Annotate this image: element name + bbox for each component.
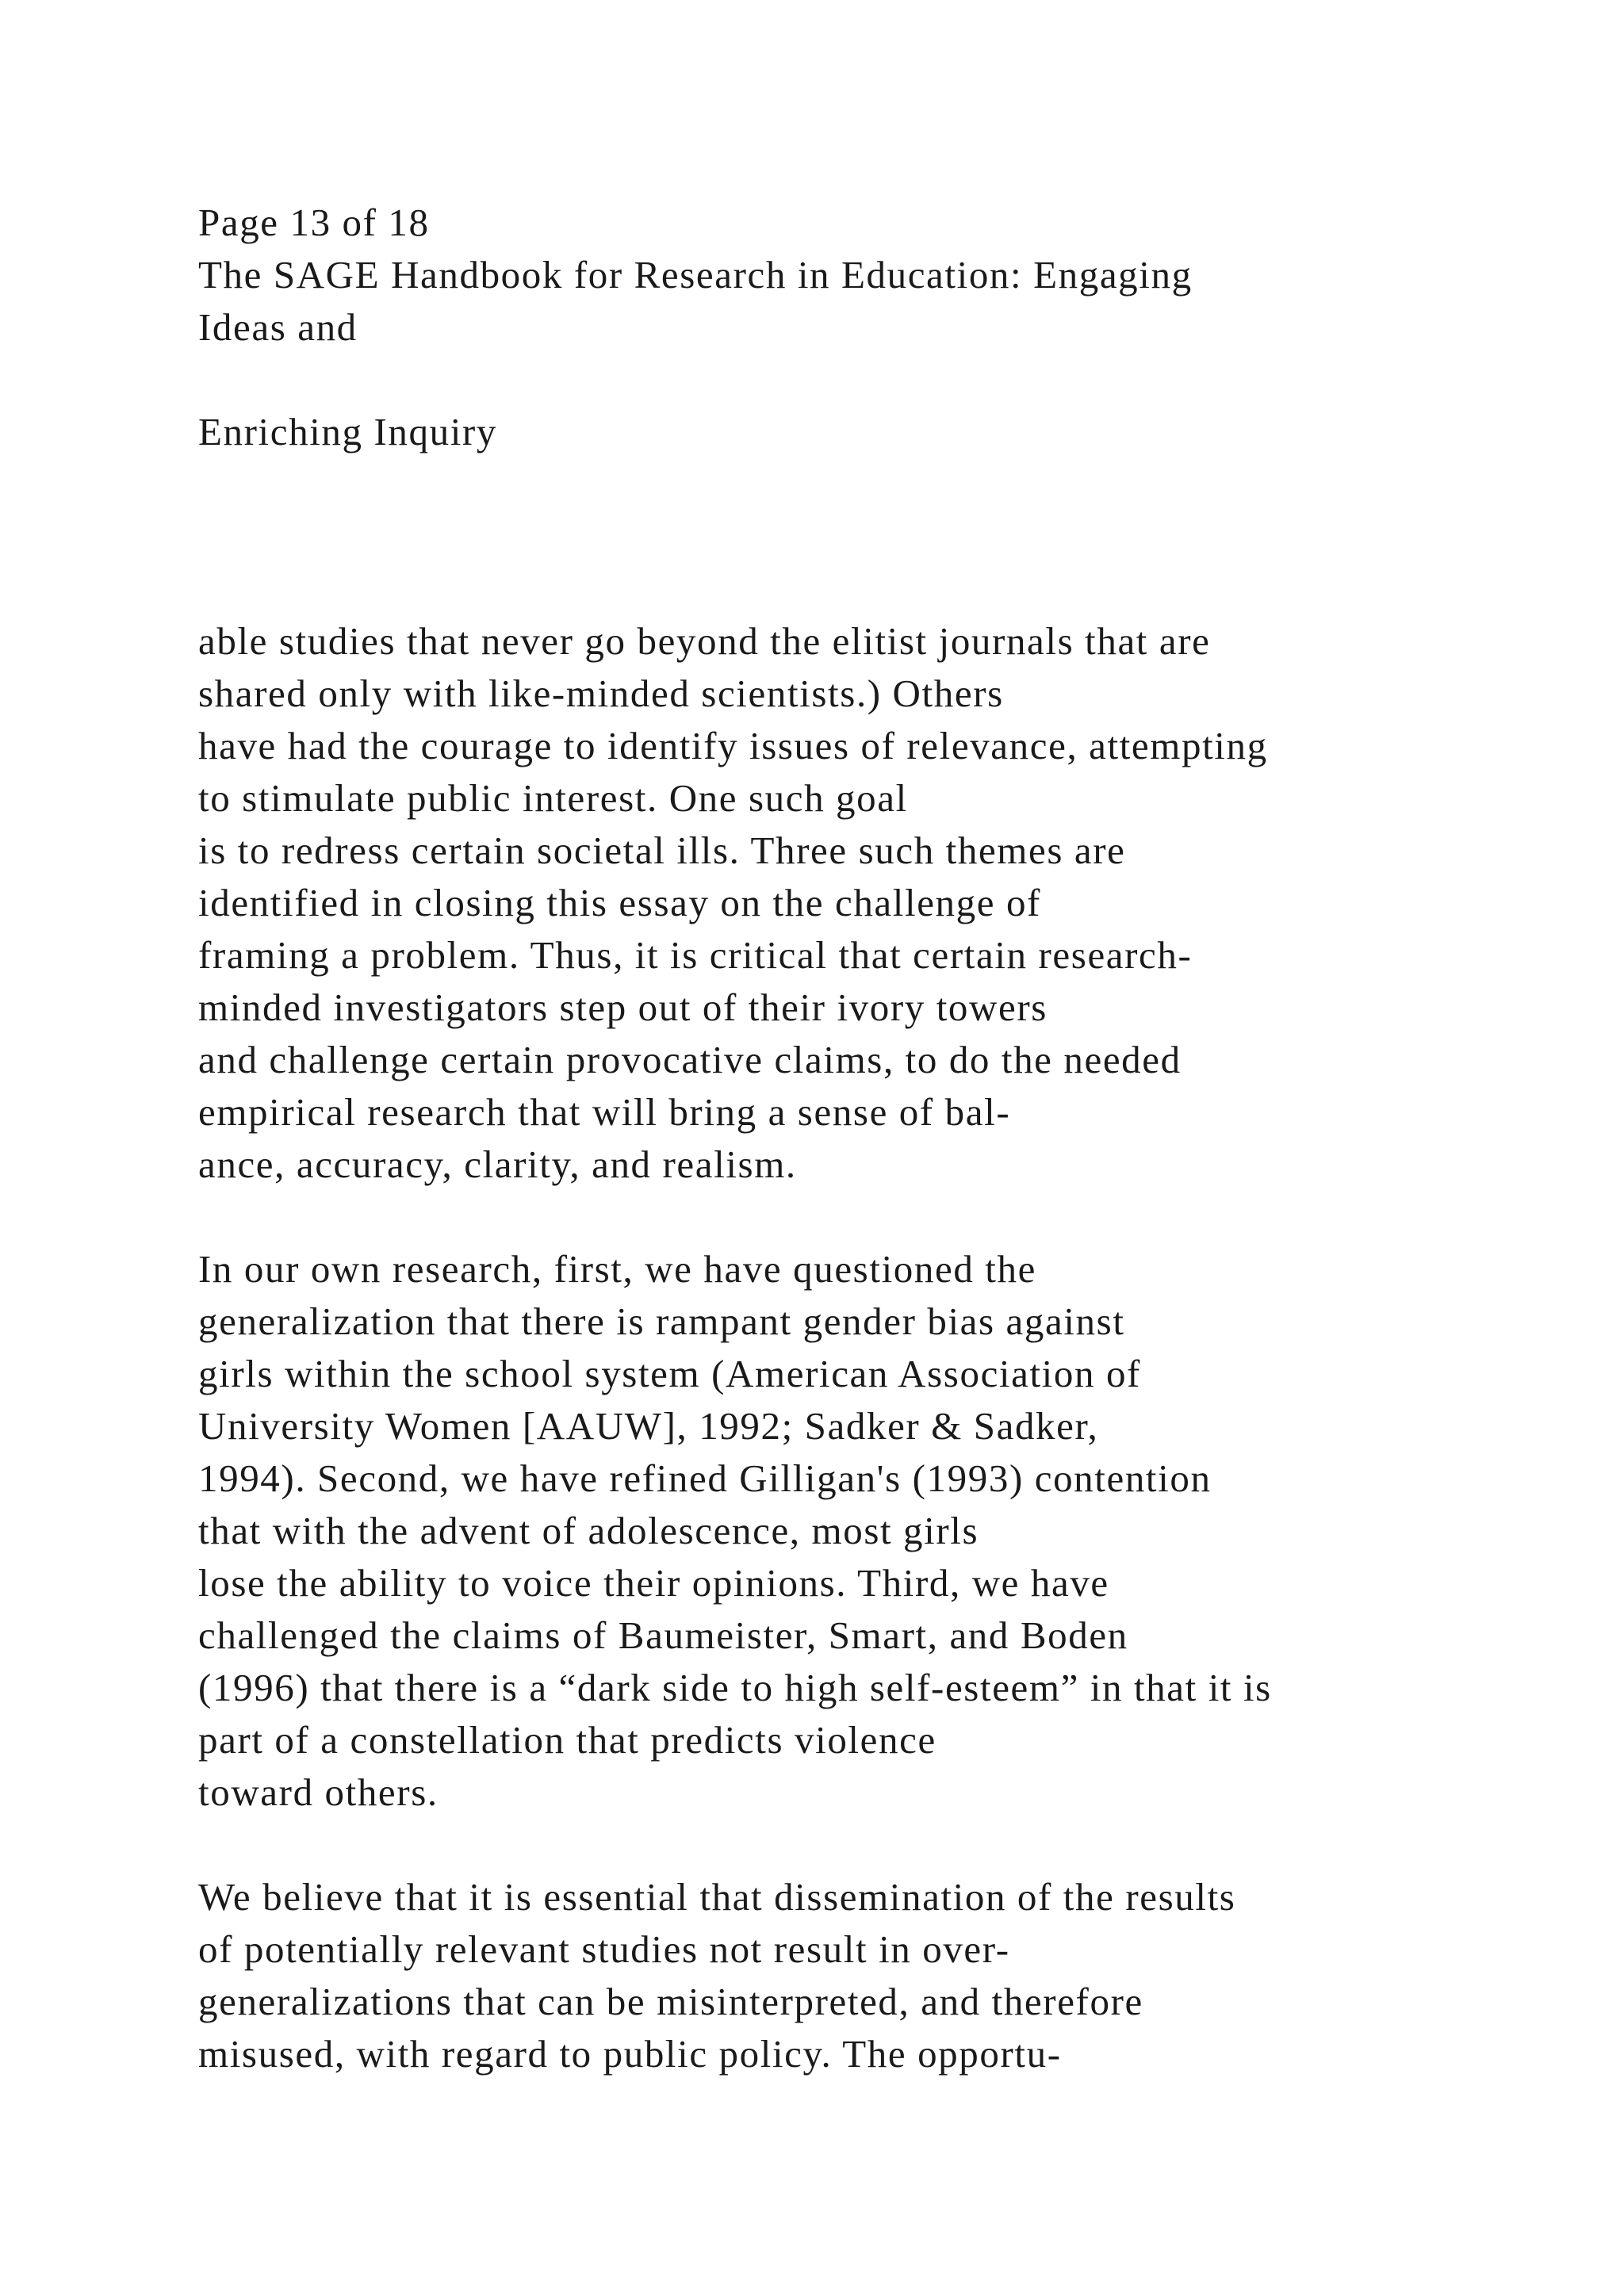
paragraph-2-line-3: girls within the school system (American Association of	[198, 1352, 1141, 1395]
page-number: Page 13 of 18	[198, 201, 430, 244]
paragraph-1-line-9: and challenge certain provocative claims, to do the needed	[198, 1038, 1182, 1081]
paragraph-2-line-8: challenged the claims of Baumeister, Smart, and Boden	[198, 1613, 1128, 1657]
paragraph-2-line-2: generalization that there is rampant gender bias against	[198, 1299, 1125, 1343]
paragraph-2-line-10: part of a constellation that predicts violence	[198, 1718, 936, 1762]
paragraph-3-line-4: misused, with regard to public policy. The opportu-	[198, 2032, 1062, 2076]
book-title-line-1: The SAGE Handbook for Research in Education: Engaging	[198, 253, 1193, 297]
book-title-line-3: Enriching Inquiry	[198, 410, 497, 453]
paragraph-2-line-1: In our own research, first, we have questioned the	[198, 1247, 1036, 1291]
paragraph-1-line-1: able studies that never go beyond the elitist journals that are	[198, 619, 1211, 663]
paragraph-2-line-11: toward others.	[198, 1770, 439, 1814]
paragraph-1-line-7: framing a problem. Thus, it is critical that certain research-	[198, 933, 1193, 977]
paragraph-1-line-4: to stimulate public interest. One such goal	[198, 776, 908, 820]
paragraph-1-line-8: minded investigators step out of their ivory towers	[198, 985, 1048, 1029]
paragraph-3-line-3: generalizations that can be misinterpreted, and therefore	[198, 1980, 1143, 2023]
paragraph-2-line-9: (1996) that there is a “dark side to high self-esteem” in that it is	[198, 1666, 1272, 1709]
book-title-line-2: Ideas and	[198, 305, 358, 349]
paragraph-1-line-6: identified in closing this essay on the challenge of	[198, 881, 1041, 924]
paragraph-3-line-2: of potentially relevant studies not result in over-	[198, 1927, 1010, 1971]
paragraph-2-line-7: lose the ability to voice their opinions. Third, we have	[198, 1561, 1109, 1605]
paragraph-1-line-10: empirical research that will bring a sense of bal-	[198, 1090, 1011, 1134]
paragraph-2-line-4: University Women [AAUW], 1992; Sadker & Sadker,	[198, 1404, 1099, 1448]
paragraph-3-line-1: We believe that it is essential that dissemination of the results	[198, 1875, 1236, 1919]
paragraph-1-line-2: shared only with like-minded scientists.) Others	[198, 672, 1004, 715]
paragraph-1-line-11: ance, accuracy, clarity, and realism.	[198, 1142, 797, 1186]
paragraph-1-line-5: is to redress certain societal ills. Three such themes are	[198, 828, 1126, 872]
paragraph-2-line-5: 1994). Second, we have refined Gilligan's (1993) contention	[198, 1456, 1212, 1500]
paragraph-2-line-6: that with the advent of adolescence, most girls	[198, 1509, 979, 1552]
paragraph-1-line-3: have had the courage to identify issues of relevance, attempting	[198, 724, 1268, 767]
